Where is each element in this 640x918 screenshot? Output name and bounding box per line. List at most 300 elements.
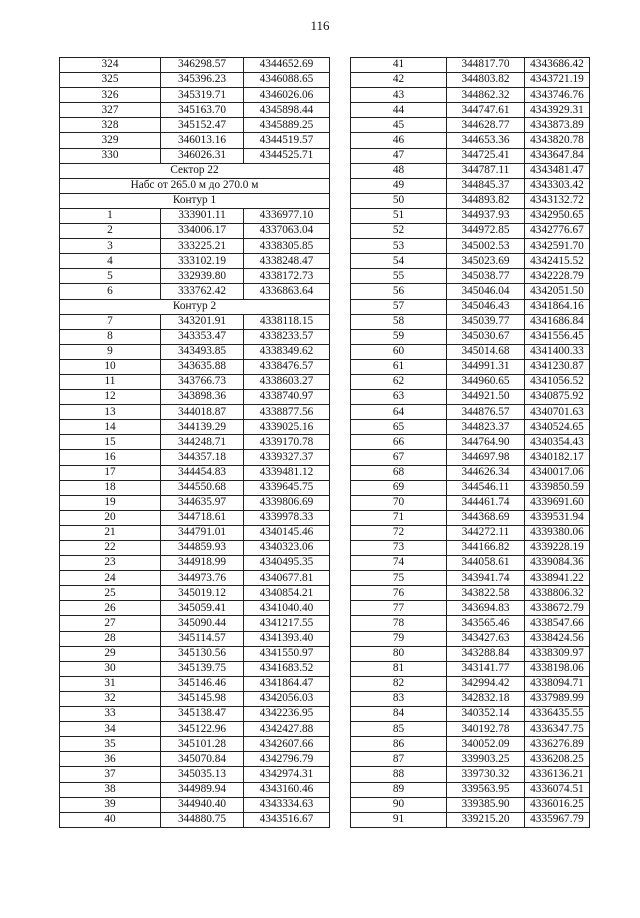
table-row <box>60 284 330 299</box>
point-number-cell: 327 <box>60 103 161 118</box>
point-number-cell: 40 <box>60 812 161 827</box>
x-coordinate-cell: 345038.77 <box>447 269 525 284</box>
point-number-cell: 14 <box>60 420 161 435</box>
point-number-cell: 41 <box>351 58 447 73</box>
x-coordinate-cell: 333901.11 <box>161 208 244 223</box>
y-coordinate-cell: 4340017.06 <box>525 465 590 480</box>
x-coordinate-cell: 333225.21 <box>161 239 244 254</box>
y-coordinate-cell: 4341056.52 <box>525 374 590 389</box>
x-coordinate-cell: 344862.32 <box>447 88 525 103</box>
table-row <box>60 646 330 661</box>
point-number-cell: 83 <box>351 691 447 706</box>
table-row <box>351 269 590 284</box>
table-row <box>351 118 590 133</box>
y-coordinate-cell: 4343820.78 <box>525 133 590 148</box>
point-number-cell: 82 <box>351 676 447 691</box>
point-number-cell: 65 <box>351 420 447 435</box>
point-number-cell: 74 <box>351 556 447 571</box>
y-coordinate-cell: 4339170.78 <box>244 435 330 450</box>
x-coordinate-cell: 344626.34 <box>447 465 525 480</box>
point-number-cell: 60 <box>351 344 447 359</box>
y-coordinate-cell: 4338424.56 <box>525 631 590 646</box>
y-coordinate-cell: 4340701.63 <box>525 405 590 420</box>
point-number-cell: 10 <box>60 359 161 374</box>
table-row <box>60 148 330 163</box>
x-coordinate-cell: 344635.97 <box>161 495 244 510</box>
point-number-cell: 67 <box>351 450 447 465</box>
table-row <box>351 314 590 329</box>
y-coordinate-cell: 4338547.66 <box>525 616 590 631</box>
y-coordinate-cell: 4341864.47 <box>244 676 330 691</box>
y-coordinate-cell: 4336977.10 <box>244 208 330 223</box>
x-coordinate-cell: 344461.74 <box>447 495 525 510</box>
x-coordinate-cell: 344018.87 <box>161 405 244 420</box>
x-coordinate-cell: 344803.82 <box>447 73 525 88</box>
point-number-cell: 90 <box>351 797 447 812</box>
point-number-cell: 328 <box>60 118 161 133</box>
point-number-cell: 64 <box>351 405 447 420</box>
table-row <box>60 405 330 420</box>
y-coordinate-cell: 4339228.19 <box>525 541 590 556</box>
y-coordinate-cell: 4337989.99 <box>525 691 590 706</box>
table-row <box>351 359 590 374</box>
y-coordinate-cell: 4340677.81 <box>244 571 330 586</box>
table-row <box>60 767 330 782</box>
x-coordinate-cell: 344628.77 <box>447 118 525 133</box>
y-coordinate-cell: 4336208.25 <box>525 752 590 767</box>
y-coordinate-cell: 4339327.37 <box>244 450 330 465</box>
x-coordinate-cell: 345122.96 <box>161 722 244 737</box>
y-coordinate-cell: 4339691.60 <box>525 495 590 510</box>
x-coordinate-cell: 344991.31 <box>447 359 525 374</box>
table-row <box>60 103 330 118</box>
table-row <box>351 88 590 103</box>
table-row <box>351 58 590 73</box>
point-number-cell: 49 <box>351 178 447 193</box>
x-coordinate-cell: 346026.31 <box>161 148 244 163</box>
table-row <box>351 420 590 435</box>
y-coordinate-cell: 4343481.47 <box>525 163 590 178</box>
point-number-cell: 72 <box>351 525 447 540</box>
x-coordinate-cell: 344880.75 <box>161 812 244 827</box>
table-row <box>351 752 590 767</box>
x-coordinate-cell: 344747.61 <box>447 103 525 118</box>
table-row <box>60 480 330 495</box>
x-coordinate-cell: 344972.85 <box>447 224 525 239</box>
point-number-cell: 24 <box>60 571 161 586</box>
point-number-cell: 59 <box>351 329 447 344</box>
table-row <box>351 797 590 812</box>
x-coordinate-cell: 343427.63 <box>447 631 525 646</box>
x-coordinate-cell: 345146.46 <box>161 676 244 691</box>
x-coordinate-cell: 344764.90 <box>447 435 525 450</box>
point-number-cell: 62 <box>351 374 447 389</box>
x-coordinate-cell: 343493.85 <box>161 344 244 359</box>
page-number: 116 <box>310 18 330 33</box>
point-number-cell: 87 <box>351 752 447 767</box>
y-coordinate-cell: 4338305.85 <box>244 239 330 254</box>
x-coordinate-cell: 344718.61 <box>161 510 244 525</box>
point-number-cell: 48 <box>351 163 447 178</box>
point-number-cell: 325 <box>60 73 161 88</box>
table-row <box>60 224 330 239</box>
y-coordinate-cell: 4336074.51 <box>525 782 590 797</box>
x-coordinate-cell: 344937.93 <box>447 208 525 223</box>
x-coordinate-cell: 344725.41 <box>447 148 525 163</box>
y-coordinate-cell: 4342950.65 <box>525 208 590 223</box>
table-row <box>60 601 330 616</box>
y-coordinate-cell: 4343303.42 <box>525 178 590 193</box>
point-number-cell: 71 <box>351 510 447 525</box>
point-number-cell: 86 <box>351 737 447 752</box>
x-coordinate-cell: 345319.71 <box>161 88 244 103</box>
point-number-cell: 29 <box>60 646 161 661</box>
table-row <box>60 525 330 540</box>
y-coordinate-cell: 4340495.35 <box>244 556 330 571</box>
point-number-cell: 1 <box>60 208 161 223</box>
x-coordinate-cell: 345101.28 <box>161 737 244 752</box>
table-row <box>351 133 590 148</box>
point-number-cell: 63 <box>351 390 447 405</box>
point-number-cell: 6 <box>60 284 161 299</box>
table-row <box>351 616 590 631</box>
point-number-cell: 77 <box>351 601 447 616</box>
x-coordinate-cell: 332939.80 <box>161 269 244 284</box>
y-coordinate-cell: 4338603.27 <box>244 374 330 389</box>
point-number-cell: 37 <box>60 767 161 782</box>
x-coordinate-cell: 333762.42 <box>161 284 244 299</box>
table-row <box>60 269 330 284</box>
table-row <box>60 465 330 480</box>
x-coordinate-cell: 344960.65 <box>447 374 525 389</box>
x-coordinate-cell: 343766.73 <box>161 374 244 389</box>
table-row <box>351 178 590 193</box>
table-row <box>60 586 330 601</box>
table-row <box>60 782 330 797</box>
y-coordinate-cell: 4338118.15 <box>244 314 330 329</box>
table-row <box>351 691 590 706</box>
table-row <box>60 118 330 133</box>
table-row <box>351 405 590 420</box>
y-coordinate-cell: 4336136.21 <box>525 767 590 782</box>
x-coordinate-cell: 344940.40 <box>161 797 244 812</box>
point-number-cell: 45 <box>351 118 447 133</box>
y-coordinate-cell: 4336347.75 <box>525 722 590 737</box>
table-row <box>351 103 590 118</box>
y-coordinate-cell: 4341230.87 <box>525 359 590 374</box>
y-coordinate-cell: 4342051.50 <box>525 284 590 299</box>
y-coordinate-cell: 4338740.97 <box>244 390 330 405</box>
y-coordinate-cell: 4343516.67 <box>244 812 330 827</box>
section-heading: Контур 2 <box>60 299 330 314</box>
point-number-cell: 329 <box>60 133 161 148</box>
table-row <box>60 450 330 465</box>
x-coordinate-cell: 345019.12 <box>161 586 244 601</box>
x-coordinate-cell: 339903.25 <box>447 752 525 767</box>
y-coordinate-cell: 4339850.59 <box>525 480 590 495</box>
y-coordinate-cell: 4341550.97 <box>244 646 330 661</box>
x-coordinate-cell: 344357.18 <box>161 450 244 465</box>
y-coordinate-cell: 4345898.44 <box>244 103 330 118</box>
point-number-cell: 78 <box>351 616 447 631</box>
table-row <box>351 556 590 571</box>
table-row <box>351 239 590 254</box>
y-coordinate-cell: 4344652.69 <box>244 58 330 73</box>
x-coordinate-cell: 344454.83 <box>161 465 244 480</box>
table-row <box>60 737 330 752</box>
table-row <box>60 58 330 73</box>
table-row <box>351 586 590 601</box>
y-coordinate-cell: 4342776.67 <box>525 224 590 239</box>
point-number-cell: 31 <box>60 676 161 691</box>
y-coordinate-cell: 4338309.97 <box>525 646 590 661</box>
table-row <box>60 314 330 329</box>
point-number-cell: 32 <box>60 691 161 706</box>
point-number-cell: 8 <box>60 329 161 344</box>
x-coordinate-cell: 344921.50 <box>447 390 525 405</box>
x-coordinate-cell: 345023.69 <box>447 254 525 269</box>
point-number-cell: 85 <box>351 722 447 737</box>
section-heading: Набс от 265.0 м до 270.0 м <box>60 178 330 193</box>
point-number-cell: 84 <box>351 707 447 722</box>
x-coordinate-cell: 344876.57 <box>447 405 525 420</box>
y-coordinate-cell: 4340524.65 <box>525 420 590 435</box>
x-coordinate-cell: 342994.42 <box>447 676 525 691</box>
y-coordinate-cell: 4339806.69 <box>244 495 330 510</box>
y-coordinate-cell: 4346026.06 <box>244 88 330 103</box>
point-number-cell: 54 <box>351 254 447 269</box>
point-number-cell: 33 <box>60 707 161 722</box>
table-row <box>351 782 590 797</box>
table-row <box>351 163 590 178</box>
y-coordinate-cell: 4342228.79 <box>525 269 590 284</box>
point-number-cell: 19 <box>60 495 161 510</box>
y-coordinate-cell: 4342427.88 <box>244 722 330 737</box>
table-row <box>60 133 330 148</box>
y-coordinate-cell: 4343746.76 <box>525 88 590 103</box>
table-row <box>60 752 330 767</box>
y-coordinate-cell: 4336435.55 <box>525 707 590 722</box>
point-number-cell: 15 <box>60 435 161 450</box>
table-row <box>60 707 330 722</box>
point-number-cell: 21 <box>60 525 161 540</box>
y-coordinate-cell: 4343160.46 <box>244 782 330 797</box>
x-coordinate-cell: 340192.78 <box>447 722 525 737</box>
x-coordinate-cell: 345152.47 <box>161 118 244 133</box>
x-coordinate-cell: 344272.11 <box>447 525 525 540</box>
table-row <box>60 239 330 254</box>
table-row <box>60 631 330 646</box>
point-number-cell: 55 <box>351 269 447 284</box>
table-row <box>351 465 590 480</box>
point-number-cell: 52 <box>351 224 447 239</box>
y-coordinate-cell: 4342415.52 <box>525 254 590 269</box>
table-row <box>60 812 330 827</box>
y-coordinate-cell: 4339481.12 <box>244 465 330 480</box>
x-coordinate-cell: 344859.93 <box>161 541 244 556</box>
table-row <box>351 208 590 223</box>
x-coordinate-cell: 345059.41 <box>161 601 244 616</box>
y-coordinate-cell: 4339084.36 <box>525 556 590 571</box>
x-coordinate-cell: 340052.09 <box>447 737 525 752</box>
x-coordinate-cell: 344989.94 <box>161 782 244 797</box>
table-row <box>351 390 590 405</box>
point-number-cell: 11 <box>60 374 161 389</box>
point-number-cell: 70 <box>351 495 447 510</box>
point-number-cell: 69 <box>351 480 447 495</box>
y-coordinate-cell: 4343873.89 <box>525 118 590 133</box>
y-coordinate-cell: 4338877.56 <box>244 405 330 420</box>
table-row <box>60 797 330 812</box>
y-coordinate-cell: 4341864.16 <box>525 299 590 314</box>
table-row <box>60 661 330 676</box>
y-coordinate-cell: 4338172.73 <box>244 269 330 284</box>
point-number-cell: 53 <box>351 239 447 254</box>
table-row <box>351 299 590 314</box>
x-coordinate-cell: 344139.29 <box>161 420 244 435</box>
table-row <box>351 525 590 540</box>
point-number-cell: 91 <box>351 812 447 827</box>
x-coordinate-cell: 344823.37 <box>447 420 525 435</box>
section-heading-row <box>60 193 330 208</box>
table-row <box>351 646 590 661</box>
y-coordinate-cell: 4341686.84 <box>525 314 590 329</box>
point-number-cell: 66 <box>351 435 447 450</box>
point-number-cell: 3 <box>60 239 161 254</box>
table-row <box>351 254 590 269</box>
x-coordinate-cell: 343822.58 <box>447 586 525 601</box>
coordinates-table-right <box>350 57 590 828</box>
section-heading: Сектор 22 <box>60 163 330 178</box>
table-row <box>351 329 590 344</box>
x-coordinate-cell: 334006.17 <box>161 224 244 239</box>
section-heading: Контур 1 <box>60 193 330 208</box>
table-row <box>60 556 330 571</box>
table-row <box>60 495 330 510</box>
x-coordinate-cell: 345163.70 <box>161 103 244 118</box>
coordinates-table-left <box>59 57 330 828</box>
x-coordinate-cell: 333102.19 <box>161 254 244 269</box>
point-number-cell: 44 <box>351 103 447 118</box>
point-number-cell: 23 <box>60 556 161 571</box>
point-number-cell: 30 <box>60 661 161 676</box>
point-number-cell: 89 <box>351 782 447 797</box>
point-number-cell: 61 <box>351 359 447 374</box>
x-coordinate-cell: 344787.11 <box>447 163 525 178</box>
y-coordinate-cell: 4344525.71 <box>244 148 330 163</box>
point-number-cell: 7 <box>60 314 161 329</box>
table-row <box>60 254 330 269</box>
y-coordinate-cell: 4344519.57 <box>244 133 330 148</box>
table-row <box>351 374 590 389</box>
x-coordinate-cell: 342832.18 <box>447 691 525 706</box>
y-coordinate-cell: 4338476.57 <box>244 359 330 374</box>
table-row <box>60 88 330 103</box>
x-coordinate-cell: 344918.99 <box>161 556 244 571</box>
x-coordinate-cell: 339730.32 <box>447 767 525 782</box>
point-number-cell: 27 <box>60 616 161 631</box>
table-row <box>351 495 590 510</box>
point-number-cell: 42 <box>351 73 447 88</box>
x-coordinate-cell: 344058.61 <box>447 556 525 571</box>
point-number-cell: 47 <box>351 148 447 163</box>
y-coordinate-cell: 4341393.40 <box>244 631 330 646</box>
y-coordinate-cell: 4342796.79 <box>244 752 330 767</box>
x-coordinate-cell: 343288.84 <box>447 646 525 661</box>
table-row <box>351 73 590 88</box>
table-row <box>60 208 330 223</box>
x-coordinate-cell: 344893.82 <box>447 193 525 208</box>
table-row <box>351 571 590 586</box>
x-coordinate-cell: 343694.83 <box>447 601 525 616</box>
table-row <box>351 722 590 737</box>
table-row <box>351 344 590 359</box>
point-number-cell: 330 <box>60 148 161 163</box>
y-coordinate-cell: 4341400.33 <box>525 344 590 359</box>
x-coordinate-cell: 345090.44 <box>161 616 244 631</box>
table-row <box>60 616 330 631</box>
x-coordinate-cell: 343141.77 <box>447 661 525 676</box>
point-number-cell: 2 <box>60 224 161 239</box>
point-number-cell: 73 <box>351 541 447 556</box>
x-coordinate-cell: 344845.37 <box>447 178 525 193</box>
y-coordinate-cell: 4343721.19 <box>525 73 590 88</box>
x-coordinate-cell: 345396.23 <box>161 73 244 88</box>
point-number-cell: 76 <box>351 586 447 601</box>
x-coordinate-cell: 339385.90 <box>447 797 525 812</box>
y-coordinate-cell: 4338094.71 <box>525 676 590 691</box>
x-coordinate-cell: 345130.56 <box>161 646 244 661</box>
point-number-cell: 81 <box>351 661 447 676</box>
y-coordinate-cell: 4343132.72 <box>525 193 590 208</box>
table-row <box>60 541 330 556</box>
table-row <box>351 601 590 616</box>
table-row <box>351 224 590 239</box>
y-coordinate-cell: 4338941.22 <box>525 571 590 586</box>
point-number-cell: 80 <box>351 646 447 661</box>
y-coordinate-cell: 4342974.31 <box>244 767 330 782</box>
x-coordinate-cell: 346013.16 <box>161 133 244 148</box>
x-coordinate-cell: 345014.68 <box>447 344 525 359</box>
point-number-cell: 46 <box>351 133 447 148</box>
table-row <box>60 420 330 435</box>
x-coordinate-cell: 345039.77 <box>447 314 525 329</box>
point-number-cell: 20 <box>60 510 161 525</box>
y-coordinate-cell: 4342236.95 <box>244 707 330 722</box>
y-coordinate-cell: 4339978.33 <box>244 510 330 525</box>
table-row <box>60 344 330 359</box>
table-row <box>60 329 330 344</box>
table-row <box>60 722 330 737</box>
point-number-cell: 16 <box>60 450 161 465</box>
y-coordinate-cell: 4342607.66 <box>244 737 330 752</box>
x-coordinate-cell: 343635.88 <box>161 359 244 374</box>
point-number-cell: 39 <box>60 797 161 812</box>
y-coordinate-cell: 4338248.47 <box>244 254 330 269</box>
point-number-cell: 79 <box>351 631 447 646</box>
point-number-cell: 34 <box>60 722 161 737</box>
y-coordinate-cell: 4340145.46 <box>244 525 330 540</box>
point-number-cell: 51 <box>351 208 447 223</box>
table-row <box>60 510 330 525</box>
x-coordinate-cell: 344817.70 <box>447 58 525 73</box>
x-coordinate-cell: 344550.68 <box>161 480 244 495</box>
x-coordinate-cell: 339215.20 <box>447 812 525 827</box>
x-coordinate-cell: 340352.14 <box>447 707 525 722</box>
point-number-cell: 324 <box>60 58 161 73</box>
table-row <box>351 541 590 556</box>
y-coordinate-cell: 4336016.25 <box>525 797 590 812</box>
